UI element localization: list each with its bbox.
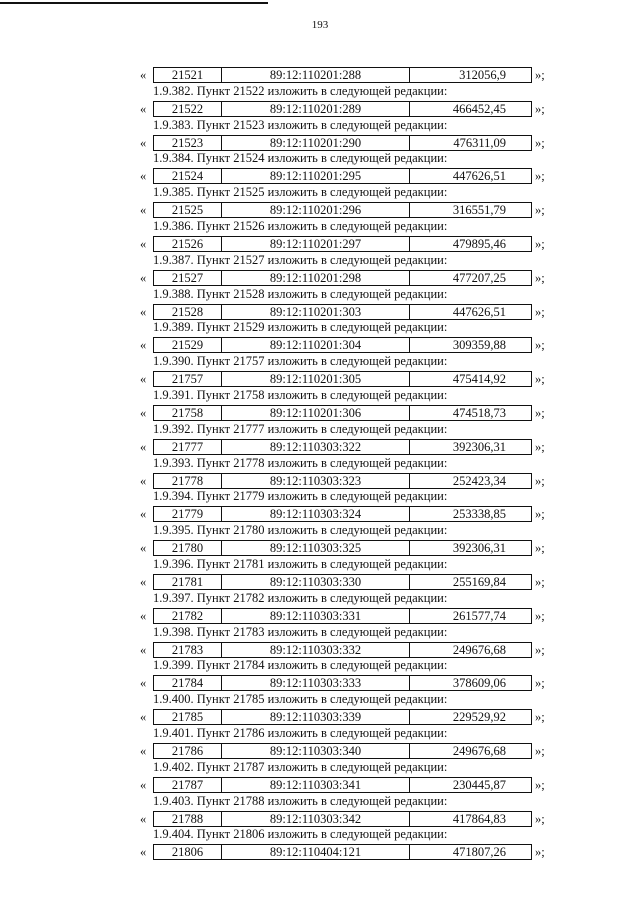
amendment-block (140, 253, 560, 287)
closing-quote: »; (535, 743, 545, 758)
amendment-caption: 1.9.386. Пункт 21526 изложить в следующей редакции: (153, 218, 448, 233)
table-row (140, 168, 560, 184)
closing-quote: »; (535, 845, 545, 860)
opening-quote: « (140, 101, 147, 116)
amendment-block (140, 523, 560, 557)
item-number-cell: 21777 (154, 440, 222, 454)
amendment-caption: 1.9.390. Пункт 21757 изложить в следующей редакции: (153, 354, 448, 369)
row-cells (153, 844, 532, 860)
row-cells (153, 811, 532, 827)
cadastral-number-cell: 89:12:110303:341 (222, 778, 410, 792)
table-row (140, 844, 560, 860)
closing-quote: »; (535, 203, 545, 218)
table-row (140, 608, 560, 624)
opening-quote: « (140, 236, 147, 251)
document-body (140, 50, 560, 861)
value-cell: 474518,73 (452, 405, 506, 420)
table-row (140, 439, 560, 455)
opening-quote: « (140, 507, 147, 522)
amendment-block (140, 591, 560, 625)
table-row (140, 304, 560, 320)
closing-quote: »; (535, 338, 545, 353)
closing-quote: »; (535, 676, 545, 691)
item-number-cell: 21528 (154, 305, 222, 319)
value-cell: 261577,74 (452, 608, 506, 623)
amendment-block (140, 422, 560, 456)
item-number-cell: 21525 (154, 203, 222, 217)
value-cell: 312056,9 (459, 68, 506, 82)
opening-quote: « (140, 68, 147, 82)
closing-quote: »; (535, 541, 545, 556)
amendment-caption: 1.9.393. Пункт 21778 изложить в следующей редакции: (153, 455, 448, 470)
table-row (140, 506, 560, 522)
amendment-block (140, 185, 560, 219)
item-number-cell: 21524 (154, 169, 222, 183)
table-row (140, 574, 560, 590)
item-number-cell: 21778 (154, 474, 222, 488)
table-row (140, 67, 560, 83)
opening-quote: « (140, 676, 147, 691)
row-cells (153, 371, 532, 387)
item-number-cell: 21758 (154, 406, 222, 420)
value-cell: 479895,46 (452, 236, 506, 251)
amendment-caption: 1.9.391. Пункт 21758 изложить в следующей редакции: (153, 387, 448, 402)
amendment-block (140, 50, 560, 84)
opening-quote: « (140, 811, 147, 826)
item-number-cell: 21780 (154, 541, 222, 555)
cadastral-number-cell: 89:12:110303:340 (222, 744, 410, 758)
row-cells (153, 270, 532, 286)
cadastral-number-cell: 89:12:110404:121 (222, 845, 410, 859)
row-cells (153, 202, 532, 218)
value-cell: 229529,92 (452, 710, 506, 725)
closing-quote: »; (535, 473, 545, 488)
cadastral-number-cell: 89:12:110201:290 (222, 136, 410, 150)
table-row (140, 540, 560, 556)
table-row (140, 371, 560, 387)
amendment-block (140, 625, 560, 659)
opening-quote: « (140, 608, 147, 623)
item-number-cell: 21786 (154, 744, 222, 758)
closing-quote: »; (535, 270, 545, 285)
opening-quote: « (140, 473, 147, 488)
opening-quote: « (140, 845, 147, 860)
value-cell: 378609,06 (452, 676, 506, 691)
closing-quote: »; (535, 372, 545, 387)
amendment-caption: 1.9.403. Пункт 21788 изложить в следующей редакции: (153, 793, 448, 808)
opening-quote: « (140, 541, 147, 556)
opening-quote: « (140, 439, 147, 454)
closing-quote: »; (535, 811, 545, 826)
closing-quote: »; (535, 710, 545, 725)
row-cells (153, 574, 532, 590)
item-number-cell: 21783 (154, 643, 222, 657)
value-cell: 249676,68 (452, 743, 506, 758)
amendment-block (140, 726, 560, 760)
table-row (140, 405, 560, 421)
cadastral-number-cell: 89:12:110201:297 (222, 237, 410, 251)
cadastral-number-cell: 89:12:110303:325 (222, 541, 410, 555)
table-row (140, 473, 560, 489)
cadastral-number-cell: 89:12:110303:342 (222, 812, 410, 826)
value-cell: 447626,51 (452, 304, 506, 319)
table-row (140, 337, 560, 353)
item-number-cell: 21527 (154, 271, 222, 285)
item-number-cell: 21782 (154, 609, 222, 623)
amendment-block (140, 151, 560, 185)
cadastral-number-cell: 89:12:110303:332 (222, 643, 410, 657)
value-cell: 255169,84 (452, 574, 506, 589)
opening-quote: « (140, 135, 147, 150)
table-row (140, 135, 560, 151)
cadastral-number-cell: 89:12:110303:323 (222, 474, 410, 488)
amendment-caption: 1.9.382. Пункт 21522 изложить в следующей редакции: (153, 83, 448, 98)
table-row (140, 236, 560, 252)
cadastral-number-cell: 89:12:110303:322 (222, 440, 410, 454)
row-cells (153, 608, 532, 624)
cadastral-number-cell: 89:12:110303:324 (222, 507, 410, 521)
value-cell: 392306,31 (452, 439, 506, 454)
amendment-caption: 1.9.402. Пункт 21787 изложить в следующей редакции: (153, 759, 448, 774)
item-number-cell: 21788 (154, 812, 222, 826)
amendment-caption: 1.9.384. Пункт 21524 изложить в следующей редакции: (153, 151, 448, 166)
closing-quote: »; (535, 101, 545, 116)
cadastral-number-cell: 89:12:110303:331 (222, 609, 410, 623)
amendment-block (140, 84, 560, 118)
value-cell: 252423,34 (452, 473, 506, 488)
amendment-block (140, 658, 560, 692)
amendment-block (140, 456, 560, 490)
amendment-caption: 1.9.400. Пункт 21785 изложить в следующей редакции: (153, 692, 448, 707)
item-number-cell: 21522 (154, 102, 222, 116)
closing-quote: »; (535, 642, 545, 657)
amendment-block (140, 557, 560, 591)
table-row (140, 642, 560, 658)
amendment-caption: 1.9.387. Пункт 21527 изложить в следующей редакции: (153, 252, 448, 267)
amendment-caption: 1.9.401. Пункт 21786 изложить в следующей редакции: (153, 725, 448, 740)
amendment-caption: 1.9.404. Пункт 21806 изложить в следующей редакции: (153, 827, 448, 842)
amendment-block (140, 489, 560, 523)
amendment-caption: 1.9.383. Пункт 21523 изложить в следующей редакции: (153, 117, 448, 132)
top-rule (0, 2, 268, 4)
amendment-block (140, 388, 560, 422)
amendment-block (140, 354, 560, 388)
opening-quote: « (140, 203, 147, 218)
item-number-cell: 21526 (154, 237, 222, 251)
value-cell: 392306,31 (452, 541, 506, 556)
value-cell: 466452,45 (452, 101, 506, 116)
closing-quote: »; (535, 574, 545, 589)
cadastral-number-cell: 89:12:110303:333 (222, 676, 410, 690)
row-cells (153, 743, 532, 759)
amendment-caption: 1.9.385. Пункт 21525 изложить в следующей редакции: (153, 185, 448, 200)
value-cell: 471807,26 (452, 845, 506, 860)
closing-quote: »; (535, 608, 545, 623)
value-cell: 477207,25 (452, 270, 506, 285)
table-row (140, 101, 560, 117)
amendment-block (140, 219, 560, 253)
cadastral-number-cell: 89:12:110201:305 (222, 372, 410, 386)
value-cell: 476311,09 (453, 135, 506, 150)
cadastral-number-cell: 89:12:110201:288 (222, 68, 410, 82)
item-number-cell: 21784 (154, 676, 222, 690)
row-cells (153, 709, 532, 725)
row-cells (153, 473, 532, 489)
opening-quote: « (140, 743, 147, 758)
amendment-caption: 1.9.399. Пункт 21784 изложить в следующей редакции: (153, 658, 448, 673)
amendment-caption: 1.9.389. Пункт 21529 изложить в следующей редакции: (153, 320, 448, 335)
amendment-block (140, 118, 560, 152)
value-cell: 417864,83 (452, 811, 506, 826)
value-cell: 249676,68 (452, 642, 506, 657)
row-cells (153, 236, 532, 252)
amendment-block (140, 287, 560, 321)
opening-quote: « (140, 405, 147, 420)
table-row (140, 675, 560, 691)
amendment-block (140, 692, 560, 726)
cadastral-number-cell: 89:12:110303:330 (222, 575, 410, 589)
closing-quote: »; (535, 507, 545, 522)
item-number-cell: 21523 (154, 136, 222, 150)
opening-quote: « (140, 574, 147, 589)
amendment-block (140, 794, 560, 828)
table-row (140, 270, 560, 286)
amendment-caption: 1.9.398. Пункт 21783 изложить в следующей редакции: (153, 624, 448, 639)
closing-quote: »; (535, 304, 545, 319)
cadastral-number-cell: 89:12:110201:298 (222, 271, 410, 285)
row-cells (153, 101, 532, 117)
opening-quote: « (140, 710, 147, 725)
row-cells (153, 506, 532, 522)
opening-quote: « (140, 642, 147, 657)
item-number-cell: 21787 (154, 778, 222, 792)
closing-quote: »; (535, 777, 545, 792)
amendment-caption: 1.9.396. Пункт 21781 изложить в следующей редакции: (153, 556, 448, 571)
row-cells (153, 337, 532, 353)
page-number: 193 (311, 19, 329, 31)
row-cells (153, 304, 532, 320)
item-number-cell: 21806 (154, 845, 222, 859)
table-row (140, 743, 560, 759)
item-number-cell: 21521 (154, 68, 222, 82)
cadastral-number-cell: 89:12:110201:303 (222, 305, 410, 319)
row-cells (153, 540, 532, 556)
opening-quote: « (140, 338, 147, 353)
opening-quote: « (140, 270, 147, 285)
row-cells (153, 168, 532, 184)
value-cell: 309359,88 (452, 338, 506, 353)
table-row (140, 777, 560, 793)
amendment-block (140, 827, 560, 861)
closing-quote: »; (535, 169, 545, 184)
cadastral-number-cell: 89:12:110201:296 (222, 203, 410, 217)
amendment-caption: 1.9.394. Пункт 21779 изложить в следующей редакции: (153, 489, 448, 504)
amendment-caption: 1.9.392. Пункт 21777 изложить в следующей редакции: (153, 421, 448, 436)
cadastral-number-cell: 89:12:110303:339 (222, 710, 410, 724)
opening-quote: « (140, 372, 147, 387)
table-row (140, 811, 560, 827)
cadastral-number-cell: 89:12:110201:304 (222, 338, 410, 352)
table-row (140, 709, 560, 725)
value-cell: 253338,85 (452, 507, 506, 522)
amendment-caption: 1.9.395. Пункт 21780 изложить в следующей редакции: (153, 523, 448, 538)
closing-quote: »; (535, 135, 545, 150)
opening-quote: « (140, 304, 147, 319)
closing-quote: »; (535, 236, 545, 251)
item-number-cell: 21785 (154, 710, 222, 724)
closing-quote: »; (535, 439, 545, 454)
amendment-block (140, 320, 560, 354)
row-cells (153, 777, 532, 793)
amendment-block (140, 760, 560, 794)
cadastral-number-cell: 89:12:110201:306 (222, 406, 410, 420)
value-cell: 475414,92 (452, 372, 506, 387)
cadastral-number-cell: 89:12:110201:289 (222, 102, 410, 116)
closing-quote: »; (535, 405, 545, 420)
row-cells (153, 135, 532, 151)
item-number-cell: 21779 (154, 507, 222, 521)
item-number-cell: 21529 (154, 338, 222, 352)
row-cells (153, 675, 532, 691)
item-number-cell: 21757 (154, 372, 222, 386)
cadastral-number-cell: 89:12:110201:295 (222, 169, 410, 183)
table-row (140, 202, 560, 218)
row-cells (153, 67, 532, 83)
opening-quote: « (140, 169, 147, 184)
row-cells (153, 642, 532, 658)
opening-quote: « (140, 777, 147, 792)
value-cell: 230445,87 (452, 777, 506, 792)
amendment-caption: 1.9.397. Пункт 21782 изложить в следующей редакции: (153, 590, 448, 605)
value-cell: 447626,51 (452, 169, 506, 184)
closing-quote: »; (535, 68, 545, 82)
item-number-cell: 21781 (154, 575, 222, 589)
row-cells (153, 405, 532, 421)
amendment-caption: 1.9.388. Пункт 21528 изложить в следующей редакции: (153, 286, 448, 301)
value-cell: 316551,79 (452, 203, 506, 218)
row-cells (153, 439, 532, 455)
